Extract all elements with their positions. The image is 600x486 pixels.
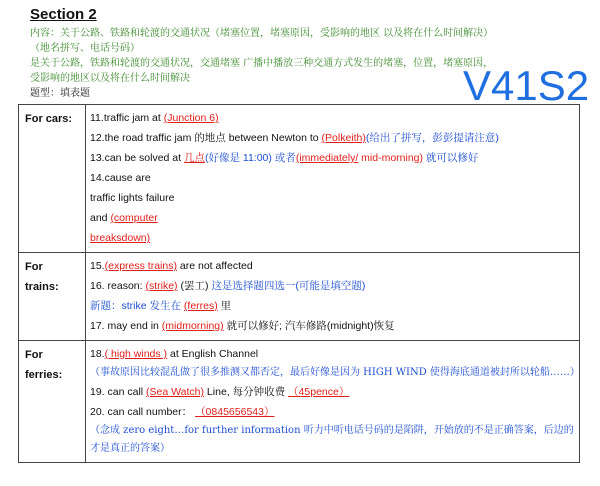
item-11: 11.traffic jam at (Junction 6) bbox=[90, 112, 219, 124]
answer: (midmorning) bbox=[161, 320, 224, 332]
row-content bbox=[86, 341, 580, 463]
row-content bbox=[86, 105, 580, 253]
row-label: For trains: bbox=[19, 253, 86, 341]
item-20-note: （念成 zero eight…for further information 听力中听电话号码的是陷阱，开始放的不是正确答案，后边的才是真正的答案） bbox=[90, 425, 574, 454]
item-18: 18.( high winds ) at English Channel bbox=[90, 348, 259, 360]
row-content bbox=[86, 253, 580, 341]
answer: （45pence） bbox=[288, 386, 350, 398]
answer: (express trains) bbox=[104, 260, 177, 272]
answer: (immediately/ bbox=[295, 152, 359, 164]
answer: (Polkeith) bbox=[321, 132, 366, 144]
answer: 几点 bbox=[183, 152, 205, 164]
intro-line: 是关于公路，铁路和轮渡的交通状况，交通堵塞 广播中播放三种交通方式发生的堵塞，位置，堵塞原因， bbox=[30, 58, 494, 69]
ferries-row bbox=[19, 341, 580, 463]
item-13: 13.can be solved at 几点(好像是 11:00) 或者(immediately/ mid-morning) 就可以修好 bbox=[90, 152, 479, 164]
item-16-new: 新题：strike 发生在 (ferres) 里 bbox=[90, 300, 232, 312]
item-12: 12.the road traffic jam 的地点 between Newton to (Polkeith)(给出了拼写，彭彭提请注意) bbox=[90, 132, 499, 144]
trains-row bbox=[19, 253, 580, 341]
intro-line: （地名拼写、电话号码） bbox=[30, 43, 140, 54]
item-19: 19. can call (Sea Watch) Line, 每分钟收费 （45pence） bbox=[90, 386, 350, 398]
answer-table bbox=[18, 104, 580, 463]
item-14: 14.cause are bbox=[90, 172, 151, 184]
intro-line: 受影响的地区以及将在什么时间解决 bbox=[30, 73, 190, 84]
intro-line: 内容：关于公路、铁路和轮渡的交通状况（堵塞位置，堵塞原因，受影响的地区 以及将在什么时间解决） bbox=[30, 28, 494, 39]
item-20: 20. can call number： （0845656543） bbox=[90, 406, 275, 418]
cars-row bbox=[19, 105, 580, 253]
answer: (Junction 6) bbox=[163, 112, 219, 124]
answer: (strike) bbox=[145, 280, 178, 292]
answer: （0845656543） bbox=[195, 406, 275, 418]
item-17: 17. may end in (midmorning) 就可以修好; 汽车修路(midnight)恢复 bbox=[90, 320, 395, 332]
item-16: 16. reason: (strike) (罢工) 这是选择题四选一(可能是填空题) bbox=[90, 280, 366, 292]
question-type: 题型：填表题 bbox=[30, 88, 90, 99]
watermark-stamp: V41S2 bbox=[463, 62, 590, 109]
row-label: For cars: bbox=[19, 105, 86, 253]
answer: breaksdown) bbox=[90, 232, 151, 244]
item-15: 15.(express trains) are not affected bbox=[90, 260, 253, 272]
answer: (ferres) bbox=[183, 300, 218, 312]
answer: ( high winds ) bbox=[104, 348, 168, 360]
item-18-note: （事故原因比较混乱做了很多推测又都否定，最后好像是因为 HIGH WIND 使得海底通道被封所以轮船……） bbox=[90, 367, 580, 378]
row-label: For ferries: bbox=[19, 341, 86, 463]
answer: (Sea Watch) bbox=[146, 386, 205, 398]
item-14-cause: and (computer bbox=[90, 212, 158, 224]
section-title: Section 2 bbox=[30, 6, 97, 23]
item-14-cause bbox=[90, 228, 579, 248]
answer: (computer bbox=[110, 212, 158, 224]
item-14-cause: traffic lights failure bbox=[90, 192, 175, 204]
